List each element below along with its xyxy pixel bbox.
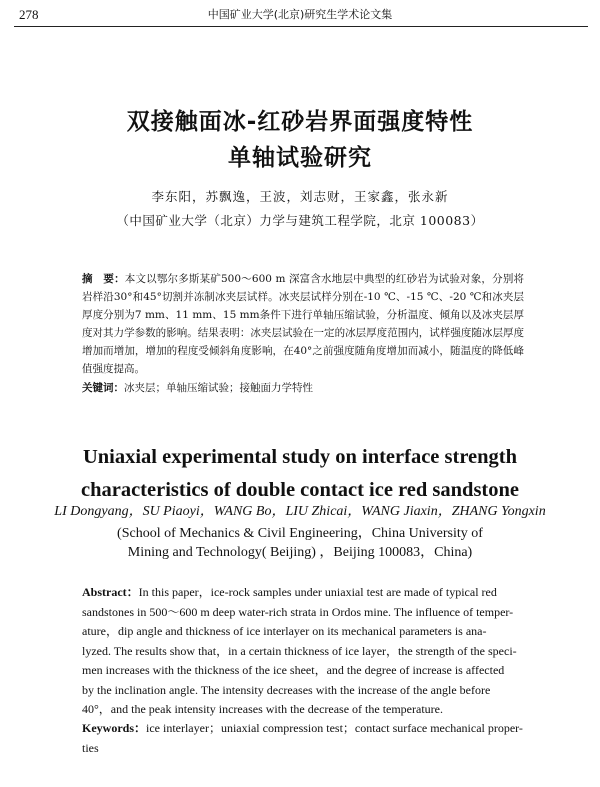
english-keywords-text: ice interlayer；uniaxial compression test；contact surface mechanical proper- — [146, 721, 523, 735]
journal-title: 中国矿业大学(北京)研究生学术论文集 — [207, 8, 393, 21]
english-title-line: characteristics of double contact ice red sandstone — [80, 479, 520, 501]
english-keywords-line: ties — [82, 740, 99, 755]
chinese-abstract — [82, 270, 524, 378]
english-abstract-label: Abstract： — [82, 585, 139, 599]
english-abstract — [82, 583, 524, 720]
chinese-title — [0, 104, 600, 176]
chinese-affiliation: （中国矿业大学（北京）力学与建筑工程学院，北京 100083） — [116, 213, 484, 228]
english-authors: LI Dongyang，SU Piaoyi，WANG Bo，LIU Zhicai，WANG Jiaxin，ZHANG Yongxin — [54, 504, 546, 519]
english-abstract-line: men increases with the thickness of the ice sheet，and the degree of increase is affected — [82, 663, 505, 677]
english-affiliation — [0, 524, 600, 562]
chinese-keywords-text: 冰夹层；单轴压缩试验；接触面力学特性 — [124, 382, 313, 394]
english-affiliation-line: Mining and Technology( Beijing) ，Beijing 100083，China) — [127, 545, 473, 560]
english-abstract-line: by the inclination angle. The intensity decreases with the increase of the angle before — [82, 682, 491, 697]
page-number: 278 — [19, 7, 39, 22]
chinese-abstract-label: 摘 要： — [82, 273, 125, 285]
english-keywords-line — [82, 719, 524, 739]
chinese-title-line: 双接触面冰-红砂岩界面强度特性 — [126, 109, 474, 135]
english-keywords-label: Keywords： — [82, 721, 146, 735]
chinese-keywords-label: 关键词： — [82, 382, 124, 394]
running-header — [0, 6, 600, 24]
english-affiliation-line: (School of Mechanics & Civil Engineering，China University of — [117, 526, 483, 541]
chinese-abstract-text: 本文以鄂尔多斯某矿500～600 m 深富含水地层中典型的红砂岩为试验对象，分别将岩样沿30°和45°切割并冻制冰夹层试样。冰夹层试样分别在-10 ℃、-15 ℃、-20 ℃和冰夹层厚度分别为7 mm、11 mm、15 mm条件下进行单轴压缩试验，分析温度、倾角以及冰夹层厚度对其力学参数的影响。结果表明：冰夹层试验在一定的冰层厚度范围内，试样强度随冰层厚度增加而增加，增加的程度受倾斜角度影响，在40°之前强度随角度增加而减小，随温度的降低峰值强度提高。 — [82, 273, 525, 375]
english-abstract-line: lyzed. The results show that，in a certain thickness of ice layer，the strength of the speci- — [82, 643, 517, 658]
english-title-line: Uniaxial experimental study on interface strength — [82, 446, 518, 468]
chinese-keywords — [82, 379, 524, 397]
english-abstract-text: In this paper，ice-rock samples under uniaxial test are made of typical red — [138, 585, 497, 599]
english-abstract-line — [82, 583, 524, 603]
chinese-authors: 李东阳，苏飘逸，王波，刘志财，王家鑫，张永新 — [151, 189, 449, 204]
english-abstract-line: ature，dip angle and thickness of ice interlayer on its mechanical parameters is ana- — [82, 624, 487, 638]
english-abstract-line: 40°，and the peak intensity increases with the decrease of the temperature. — [82, 702, 443, 716]
header-rule — [14, 26, 588, 27]
english-title — [0, 441, 600, 507]
english-keywords — [82, 719, 524, 758]
english-abstract-line: sandstones in 500～600 m deep water-rich strata in Ordos mine. The influence of temper- — [82, 604, 514, 619]
chinese-title-line: 单轴试验研究 — [228, 145, 372, 171]
